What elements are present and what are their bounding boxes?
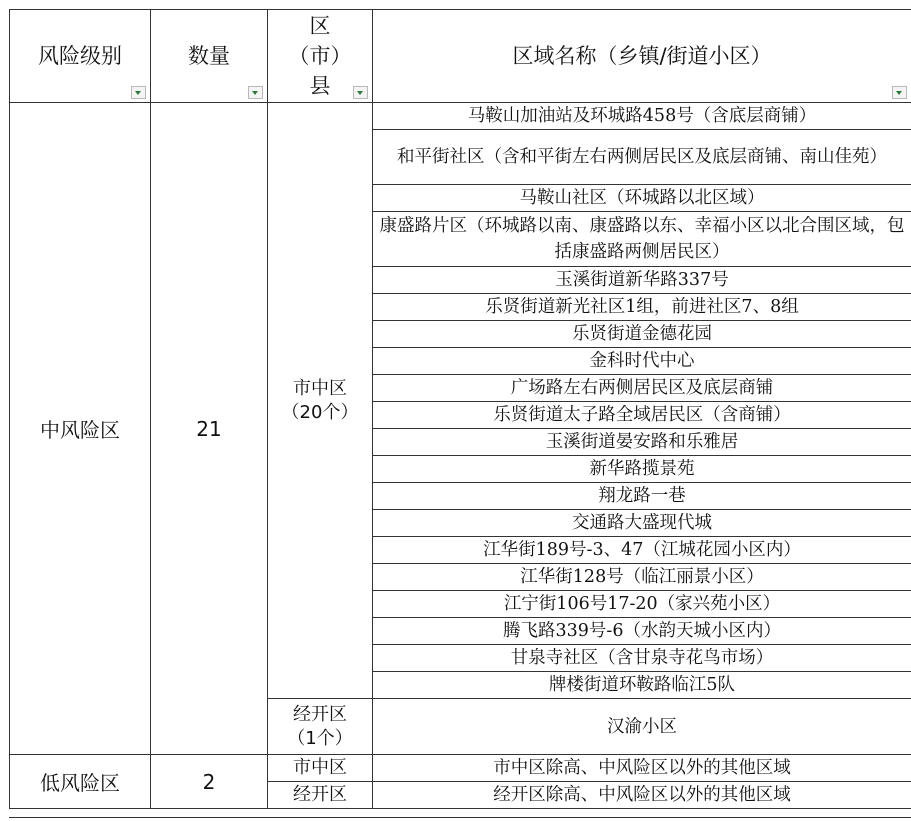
area-name-cell: 玉溪街道新华路337号 [373,267,911,294]
table-bottom-divider [9,817,911,818]
county-cell: 市中区 [268,755,373,782]
filter-dropdown-icon[interactable] [892,86,907,99]
county-name: 市中区 [293,377,347,399]
area-name-cell: 交通路大盛现代城 [373,510,911,537]
header-count-label: 数量 [188,44,230,68]
header-risk-level-label: 风险级别 [38,44,122,68]
area-name-cell: 江宁街106号17-20（家兴苑小区） [373,591,911,618]
header-area-name [373,10,911,103]
county-name: 经开区 [293,703,347,725]
risk-level-cell: 低风险区 [10,755,151,809]
header-row [10,10,911,103]
header-county-line2: （市） [288,44,352,68]
area-name-cell: 和平街社区（含和平街左右两侧居民区及底层商铺、南山佳苑） [373,130,911,185]
filter-dropdown-icon[interactable] [353,86,368,99]
header-county [268,10,373,103]
area-name-cell: 乐贤街道太子路全域居民区（含商铺） [373,402,911,429]
area-name-cell: 马鞍山社区（环城路以北区域） [373,185,911,212]
area-name-cell: 牌楼街道环鞍路临江5队 [373,672,911,699]
county-cell [268,103,373,699]
header-county-line3: 县 [309,74,331,98]
area-name-cell: 金科时代中心 [373,348,911,375]
area-name-cell: 江华街189号-3、47（江城花园小区内） [373,537,911,564]
county-count: （20个） [281,401,359,423]
risk-level-cell: 中风险区 [10,103,151,755]
header-county-line1: 区 [309,14,331,38]
county-cell: 经开区 [268,782,373,809]
header-count [151,10,268,103]
area-name-cell: 市中区除高、中风险区以外的其他区域 [373,755,911,782]
county-count: （1个） [287,727,353,749]
table-row [10,755,911,782]
area-name-cell: 甘泉寺社区（含甘泉寺花鸟市场） [373,645,911,672]
area-name-cell: 经开区除高、中风险区以外的其他区域 [373,782,911,809]
table-row [10,103,911,130]
area-name-cell: 康盛路片区（环城路以南、康盛路以东、幸福小区以北合围区域，包括康盛路两侧居民区） [373,212,911,267]
header-risk-level [10,10,151,103]
header-area-name-label: 区域名称（乡镇/街道小区） [512,44,772,68]
county-cell [268,699,373,755]
risk-area-table [9,9,911,809]
area-name-cell: 汉渝小区 [373,699,911,755]
area-name-cell: 腾飞路339号-6（水韵天城小区内） [373,618,911,645]
area-name-cell: 乐贤街道金德花园 [373,321,911,348]
area-name-cell: 广场路左右两侧居民区及底层商铺 [373,375,911,402]
area-name-cell: 乐贤街道新光社区1组，前进社区7、8组 [373,294,911,321]
count-cell: 21 [151,103,268,755]
area-name-cell: 马鞍山加油站及环城路458号（含底层商铺） [373,103,911,130]
area-name-cell: 江华街128号（临江丽景小区） [373,564,911,591]
area-name-cell: 新华路揽景苑 [373,456,911,483]
filter-dropdown-icon[interactable] [248,86,263,99]
area-name-cell: 玉溪街道晏安路和乐雅居 [373,429,911,456]
count-cell: 2 [151,755,268,809]
area-name-cell: 翔龙路一巷 [373,483,911,510]
filter-dropdown-icon[interactable] [131,86,146,99]
